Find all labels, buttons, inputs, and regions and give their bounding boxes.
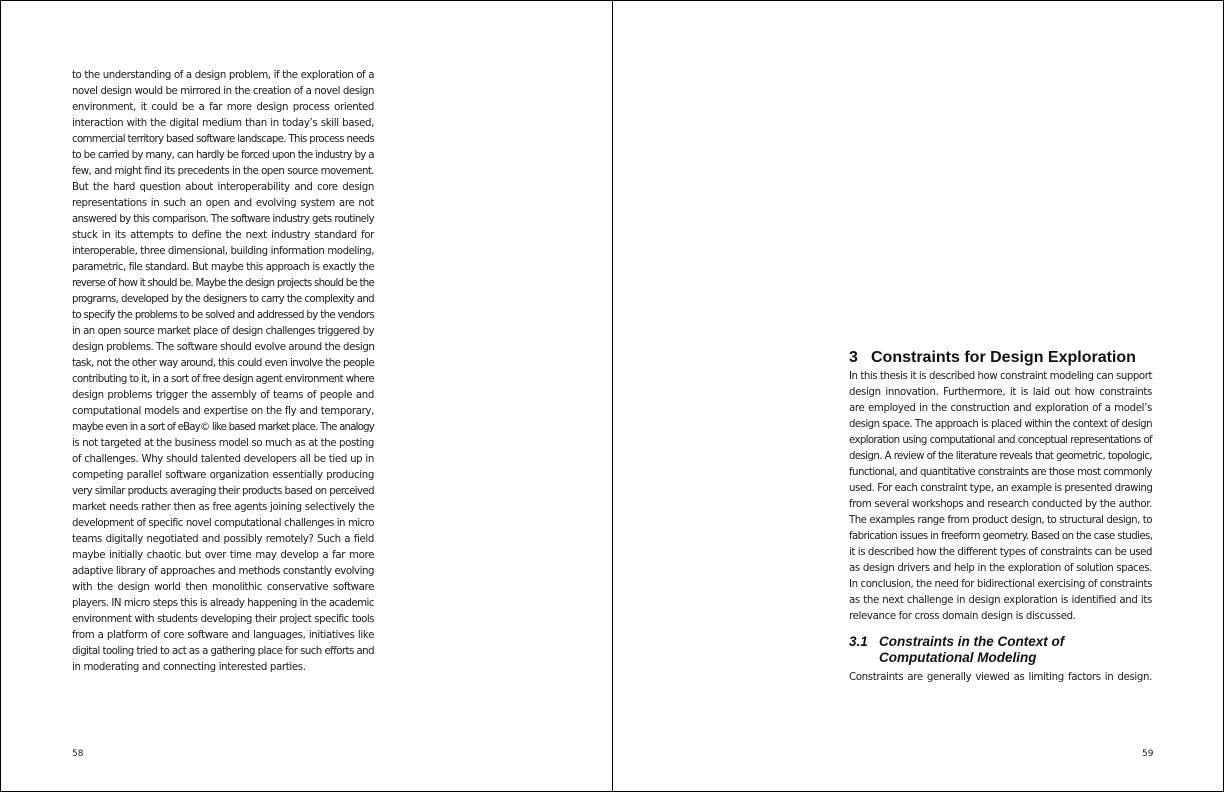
text-line: are employed in the construction and exploration of a model’s bbox=[849, 403, 1152, 414]
text-line: is not targeted at the business model so much as at the posting bbox=[72, 438, 374, 449]
text-line: development of specific novel computational challenges in micro bbox=[72, 518, 374, 529]
text-line: But the hard question about interoperability and core design bbox=[72, 182, 374, 193]
text-line: design innovation. Furthermore, it is laid out how constraints bbox=[849, 387, 1152, 398]
section-number: 3.1 bbox=[849, 634, 868, 649]
text-line: teams digitally negotiated and possibly remotely? Such a field bbox=[72, 534, 374, 545]
text-line: competing parallel software organization essentially producing bbox=[72, 470, 374, 481]
text-line: with the design world then monolithic conservative software bbox=[72, 582, 374, 593]
text-line: design problems. The software should evolve around the design bbox=[72, 342, 375, 353]
text-line: to the understanding of a design problem, if the exploration of a bbox=[72, 70, 374, 81]
text-line: adaptive library of approaches and methods constantly evolving bbox=[72, 566, 374, 577]
text-line: very similar products averaging their products based on perceived bbox=[72, 486, 374, 497]
text-line: commercial territory based software landscape. This process needs bbox=[72, 134, 374, 145]
text-line: in moderating and connecting interested parties. bbox=[72, 662, 306, 673]
chapter-intro-text bbox=[849, 369, 1152, 625]
section-title-line-2: Computational Modeling bbox=[879, 650, 1037, 665]
text-line: design problems trigger the assembly of teams of people and bbox=[72, 390, 374, 401]
left-page-body-text bbox=[72, 68, 374, 676]
text-line: computational models and expertise on the fly and temporary, bbox=[72, 406, 374, 417]
left-page-number: 58 bbox=[72, 749, 84, 759]
page-gutter-divider bbox=[612, 0, 613, 792]
text-line: exploration using computational and conceptual representations of bbox=[849, 435, 1152, 446]
right-page-number: 59 bbox=[1142, 749, 1154, 759]
text-line: design space. The approach is placed within the context of design bbox=[849, 419, 1152, 430]
text-line: contributing to it, in a sort of free design agent environment where bbox=[72, 374, 374, 385]
text-line: to specify the problems to be solved and addressed by the vendors bbox=[72, 310, 374, 321]
text-line: as design drivers and help in the exploration of solution spaces. bbox=[849, 563, 1152, 574]
text-line: market needs rather then as free agents joining selectively the bbox=[72, 502, 374, 513]
text-line: environment, it could be a far more design process oriented bbox=[72, 102, 374, 113]
text-line: Constraints are generally viewed as limiting factors in design. bbox=[849, 672, 1152, 683]
chapter-number: 3 bbox=[849, 349, 858, 366]
text-line: interoperable, three dimensional, building information modeling, bbox=[72, 246, 374, 257]
text-line: representations in such an open and evolving system are not bbox=[72, 198, 374, 209]
text-line: maybe initially chaotic but over time may develop a far more bbox=[72, 550, 374, 561]
text-line: programs, developed by the designers to carry the complexity and bbox=[72, 294, 374, 305]
text-line: relevance for cross domain design is discussed. bbox=[849, 611, 1076, 622]
section-heading bbox=[849, 634, 1152, 666]
text-line: functional, and quantitative constraints are those most commonly bbox=[849, 467, 1152, 478]
text-line: digital tooling tried to act as a gathering place for such efforts and bbox=[72, 646, 374, 657]
text-line: In conclusion, the need for bidirectional exercising of constraints bbox=[849, 579, 1152, 590]
section-title-line-1: Constraints in the Context of bbox=[879, 634, 1065, 649]
text-line: parametric, file standard. But maybe this approach is exactly the bbox=[72, 262, 374, 273]
text-line: of challenges. Why should talented developers all be tied up in bbox=[72, 454, 374, 465]
chapter-heading bbox=[849, 348, 1152, 369]
text-line: design. A review of the literature reveals that geometric, topologic, bbox=[849, 451, 1152, 462]
text-line: from a platform of core software and languages, initiatives like bbox=[72, 630, 374, 641]
text-line: novel design would be mirrored in the creation of a novel design bbox=[72, 86, 374, 97]
text-line: environment with students developing their project specific tools bbox=[72, 614, 374, 625]
text-line: as the next challenge in design exploration is identified and its bbox=[849, 595, 1152, 606]
text-line: fabrication issues in freeform geometry. Based on the case studies, bbox=[849, 531, 1153, 542]
right-page-content bbox=[849, 348, 1152, 686]
section-body-text bbox=[849, 670, 1152, 686]
text-line: reverse of how it should be. Maybe the design projects should be the bbox=[72, 278, 374, 289]
text-line: players. IN micro steps this is already happening in the academic bbox=[72, 598, 374, 609]
text-line: task, not the other way around, this could even involve the people bbox=[72, 358, 374, 369]
text-line: it is described how the different types of constraints can be used bbox=[849, 547, 1152, 558]
text-line: in an open source market place of design challenges triggered by bbox=[72, 326, 374, 337]
text-line: answered by this comparison. The software industry gets routinely bbox=[72, 214, 374, 225]
text-line: stuck in its attempts to define the next industry standard for bbox=[72, 230, 374, 241]
text-line: The examples range from product design, to structural design, to bbox=[849, 515, 1152, 526]
chapter-title: Constraints for Design Exploration bbox=[871, 349, 1136, 366]
text-line: used. For each constraint type, an example is presented drawing bbox=[849, 483, 1153, 494]
text-line: few, and might find its precedents in the open source movement. bbox=[72, 166, 374, 177]
text-line: In this thesis it is described how constraint modeling can support bbox=[849, 371, 1152, 382]
text-line: interaction with the digital medium than in today’s skill based, bbox=[72, 118, 374, 129]
text-line: from several workshops and research conducted by the author. bbox=[849, 499, 1152, 510]
text-line: maybe even in a sort of eBay© like based market place. The analogy bbox=[72, 422, 374, 433]
text-line: to be carried by many, can hardly be forced upon the industry by a bbox=[72, 150, 374, 161]
